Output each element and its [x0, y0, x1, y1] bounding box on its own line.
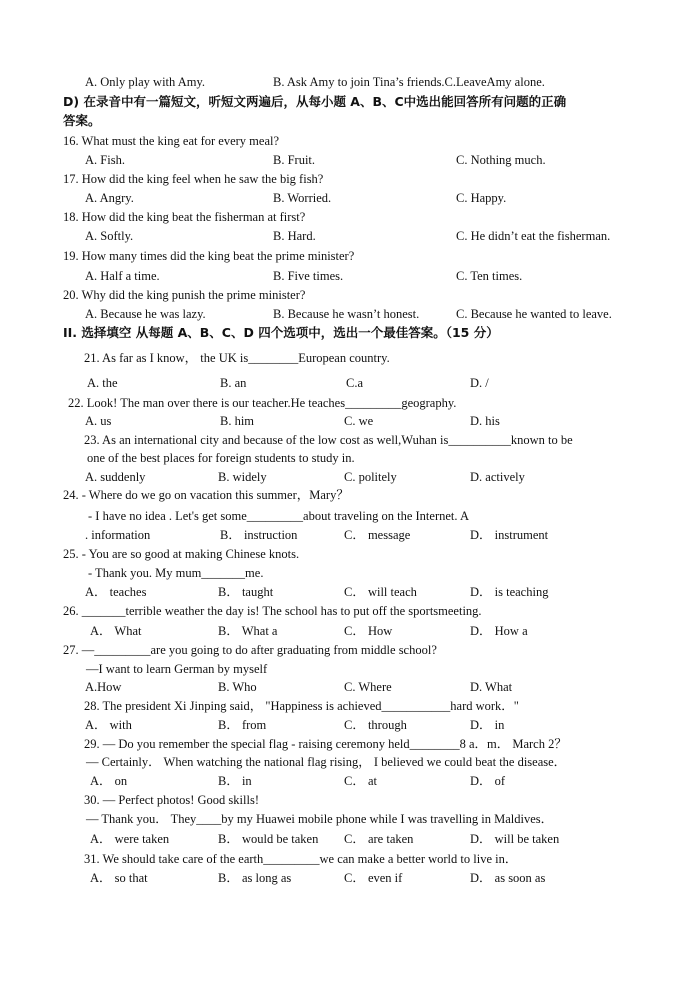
- answer-option: A. Angry.: [85, 191, 134, 205]
- text-line: [0, 189, 696, 208]
- answer-option: C. Ten times.: [456, 269, 523, 283]
- text-line: [0, 305, 696, 324]
- answer-option: A.How: [85, 680, 122, 694]
- answer-option: D． in: [470, 718, 505, 732]
- text-line: [0, 526, 696, 545]
- answer-option: D. What: [470, 680, 513, 694]
- text-line: [0, 716, 696, 735]
- answer-option: B. Worried.: [273, 191, 332, 205]
- answer-option: D． instrument: [470, 528, 549, 542]
- text-line: [0, 660, 696, 679]
- answer-option: B. Hard.: [273, 229, 316, 243]
- answer-option: C. He didn’t eat the fisherman.: [456, 229, 611, 243]
- answer-option: D． of: [470, 774, 506, 788]
- line-text: - I have no idea . Let's get some_________about traveling on the Internet. A: [88, 509, 469, 523]
- answer-option: A． teaches: [85, 585, 147, 599]
- answer-option: B． taught: [218, 585, 274, 599]
- text-line: [0, 151, 696, 170]
- answer-option: B. an: [220, 376, 247, 390]
- line-text: 25. - You are so good at making Chinese knots.: [63, 547, 300, 561]
- line-text: 28. The president Xi Jinping said， "Happiness is achieved___________hard work．": [84, 699, 519, 713]
- line-text: - Thank you. My mum_______me.: [88, 566, 264, 580]
- line-text: 21. As far as I know， the UK is________European country.: [84, 351, 390, 365]
- text-line: [0, 431, 696, 450]
- text-line: [0, 602, 696, 621]
- answer-option: C. Where: [344, 680, 392, 694]
- line-text: 20. Why did the king punish the prime minister?: [63, 288, 306, 302]
- line-text: II. 选择填空 从每题 A、B、C、D 四个选项中，选出一个最佳答案。（15 分）: [63, 325, 499, 340]
- text-line: [0, 869, 696, 888]
- text-line: [0, 132, 696, 151]
- answer-option: B. Fruit.: [273, 153, 316, 167]
- answer-option: B． What a: [218, 624, 278, 638]
- answer-option: C. Nothing much.: [456, 153, 546, 167]
- answer-option: B. Ask Amy to join Tina’s friends.C.LeaveAmy alone.: [273, 75, 545, 89]
- text-line: [0, 678, 696, 697]
- answer-option: A. Fish.: [85, 153, 125, 167]
- text-line: [0, 227, 696, 246]
- line-text: 22. Look! The man over there is our teacher.He teaches_________geography.: [68, 396, 457, 410]
- answer-option: B． in: [218, 774, 252, 788]
- section-heading: [0, 323, 696, 342]
- text-line: [0, 170, 696, 189]
- line-text: 31. We should take care of the earth_________we can make a better world to live in．: [84, 852, 518, 866]
- line-text: — Thank you． They____by my Huawei mobile phone while I was travelling in Maldives．: [86, 812, 554, 826]
- answer-option: C． will teach: [344, 585, 417, 599]
- answer-option: D. /: [470, 376, 489, 390]
- line-text: 26. _______terrible weather the day is! The school has to put off the sportsmeeting.: [63, 604, 482, 618]
- text-line: [0, 830, 696, 849]
- text-line: [0, 267, 696, 286]
- text-line: [0, 791, 696, 810]
- text-line: [0, 208, 696, 227]
- answer-option: D． is teaching: [470, 585, 549, 599]
- text-line: [0, 697, 696, 716]
- answer-option: C． are taken: [344, 832, 414, 846]
- line-text: 30. — Perfect photos! Good skills!: [84, 793, 259, 807]
- answer-option: B． instruction: [220, 528, 298, 542]
- answer-option: C． through: [344, 718, 407, 732]
- answer-option: B． as long as: [218, 871, 292, 885]
- text-line: [0, 622, 696, 641]
- text-line: [0, 564, 696, 583]
- line-text: 18. How did the king beat the fisherman at first?: [63, 210, 306, 224]
- answer-option: A． What: [90, 624, 142, 638]
- answer-option: A． so that: [90, 871, 148, 885]
- line-text: one of the best places for foreign students to study in.: [87, 451, 355, 465]
- answer-option: C． at: [344, 774, 377, 788]
- text-line: [0, 468, 696, 487]
- line-text: —I want to learn German by myself: [86, 662, 268, 676]
- text-line: [0, 810, 696, 829]
- answer-option: B． from: [218, 718, 267, 732]
- line-text: 29. — Do you remember the special flag - raising ceremony held________8 a．m． March 2？: [84, 737, 567, 751]
- text-line: [0, 73, 696, 92]
- text-line: [0, 374, 696, 393]
- line-text: 23. As an international city and because of the low cost as well,Wuhan is__________known to be: [84, 433, 573, 447]
- answer-option: A. us: [85, 414, 112, 428]
- line-text: 16. What must the king eat for every meal?: [63, 134, 280, 148]
- answer-option: A. suddenly: [85, 470, 146, 484]
- text-line: [0, 394, 696, 413]
- answer-option: C. Because he wanted to leave.: [456, 307, 612, 321]
- text-line: [0, 412, 696, 431]
- answer-option: D. actively: [470, 470, 525, 484]
- text-line: [0, 753, 696, 772]
- answer-option: C． How: [344, 624, 393, 638]
- answer-option: B． would be taken: [218, 832, 319, 846]
- answer-option: A. Half a time.: [85, 269, 160, 283]
- answer-option: A. Softly.: [85, 229, 134, 243]
- line-text: 17. How did the king feel when he saw the big fish?: [63, 172, 324, 186]
- text-line: [0, 583, 696, 602]
- line-text: 24. - Where do we go on vacation this summer，Mary？: [63, 488, 349, 502]
- line-text: 27. —_________are you going to do after graduating from middle school?: [63, 643, 437, 657]
- answer-option: D. his: [470, 414, 500, 428]
- line-text: 答案。: [63, 113, 101, 128]
- answer-option: A. Only play with Amy.: [85, 75, 206, 89]
- answer-option: C. politely: [344, 470, 397, 484]
- answer-option: A． with: [85, 718, 132, 732]
- answer-option: A. Because he was lazy.: [85, 307, 206, 321]
- line-text: D) 在录音中有一篇短文，听短文两遍后，从每小题 A、B、C中选出能回答所有问题的正确: [63, 94, 567, 109]
- answer-option: C. we: [344, 414, 374, 428]
- answer-option: D． How a: [470, 624, 528, 638]
- answer-option: B. Because he wasn’t honest.: [273, 307, 420, 321]
- text-line: [0, 850, 696, 869]
- text-line: [0, 735, 696, 754]
- answer-option: A． on: [90, 774, 128, 788]
- answer-option: B. widely: [218, 470, 267, 484]
- answer-option: A． were taken: [90, 832, 170, 846]
- answer-option: B. him: [220, 414, 255, 428]
- text-line: [0, 545, 696, 564]
- section-heading: [0, 111, 696, 130]
- section-heading: [0, 92, 696, 111]
- answer-option: B. Five times.: [273, 269, 344, 283]
- answer-option: C. Happy.: [456, 191, 507, 205]
- answer-option: C.a: [346, 376, 364, 390]
- text-line: [0, 247, 696, 266]
- text-line: [0, 486, 696, 505]
- text-line: [0, 286, 696, 305]
- answer-option: D． will be taken: [470, 832, 560, 846]
- text-line: [0, 449, 696, 468]
- text-line: [0, 641, 696, 660]
- answer-option: B. Who: [218, 680, 257, 694]
- answer-option: C． message: [344, 528, 411, 542]
- text-line: [0, 349, 696, 368]
- text-line: [0, 772, 696, 791]
- answer-option: D． as soon as: [470, 871, 546, 885]
- line-text: 19. How many times did the king beat the prime minister?: [63, 249, 355, 263]
- answer-option: A. the: [87, 376, 118, 390]
- answer-option: . information: [85, 528, 151, 542]
- answer-option: C． even if: [344, 871, 403, 885]
- line-text: — Certainly． When watching the national flag rising， I believed we could beat the disease．: [86, 755, 567, 769]
- text-line: [0, 507, 696, 526]
